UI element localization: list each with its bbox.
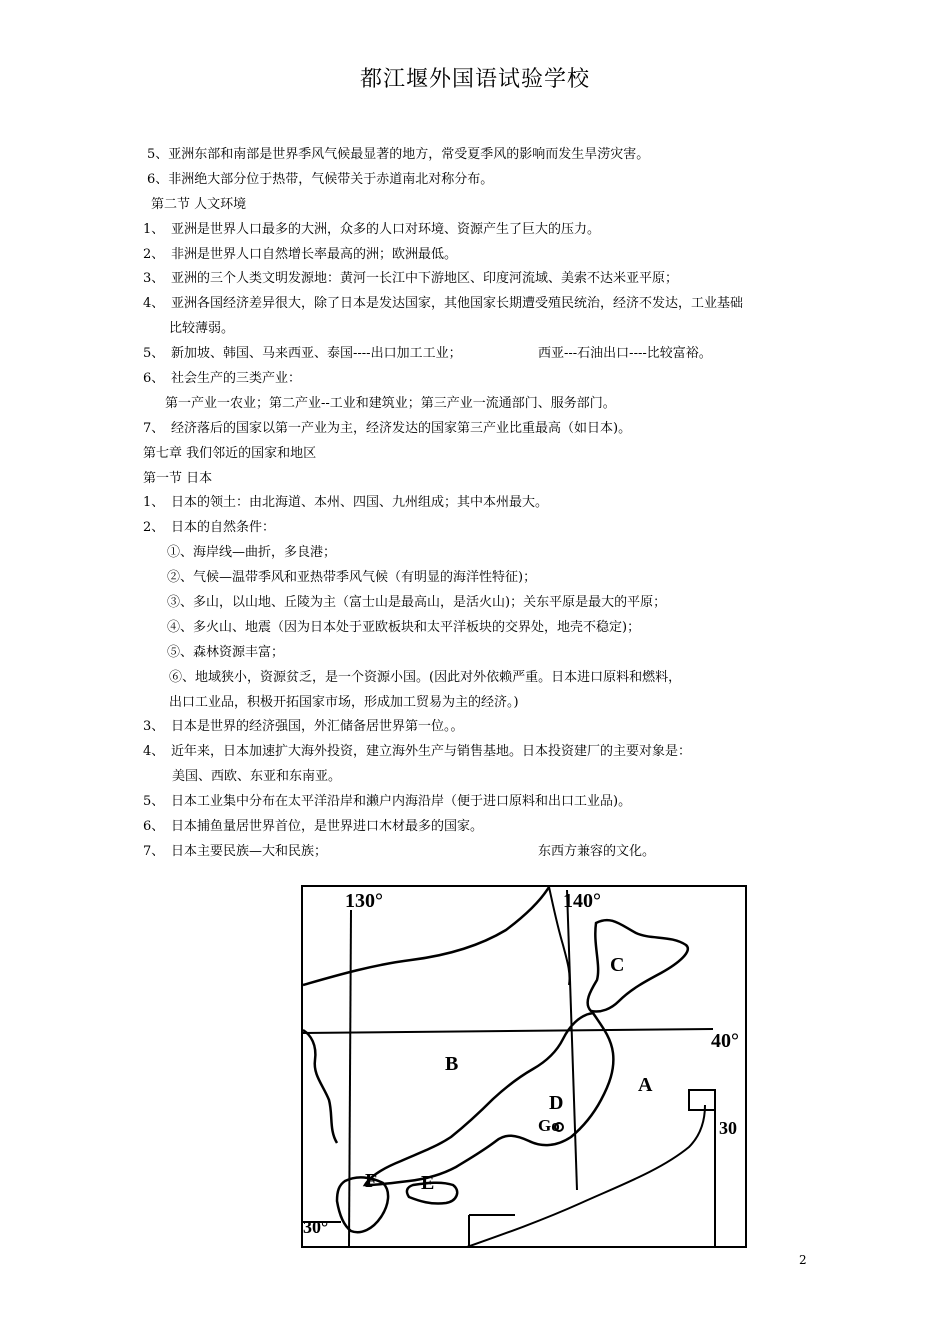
label-lat-30: 30: [719, 1118, 737, 1138]
line-number: 4、: [143, 296, 165, 312]
line-text: 非洲是世界人口自然增长率最高的洲；欧洲最低。: [171, 246, 458, 262]
line-text: 第七章 我们邻近的国家和地区: [143, 445, 317, 461]
label-Go: Go: [538, 1116, 560, 1135]
line-number: 3、: [143, 271, 165, 287]
line-text: 5、亚洲东部和南部是世界季风气候最显著的地方，常受夏季风的影响而发生旱涝灾害。: [147, 147, 650, 162]
map-frame: [302, 886, 746, 1247]
label-lon-140: 140°: [563, 890, 601, 912]
text-line: [143, 442, 823, 467]
line-number: 5、: [143, 346, 165, 362]
label-A: A: [638, 1074, 653, 1096]
line-number: 7、: [143, 843, 165, 859]
line-number: 3、: [143, 719, 165, 735]
text-line: [143, 267, 823, 292]
line-text: 日本捕鱼量居世界首位，是世界进口木材最多的国家。: [171, 819, 484, 835]
text-line: [143, 292, 823, 317]
line-number: 6、: [143, 819, 165, 835]
text-line: [143, 143, 823, 168]
text-line: [143, 317, 823, 342]
label-E: E: [421, 1172, 435, 1194]
line-number: 6、: [143, 371, 165, 387]
text-line: [143, 740, 823, 765]
text-line: [143, 591, 823, 616]
line-text: 近年来，日本加速扩大海外投资，建立海外生产与销售基地。日本投资建厂的主要对象是：: [171, 744, 692, 760]
line-number: 2、: [143, 246, 165, 262]
text-line: [143, 691, 823, 716]
text-line: [143, 491, 823, 516]
label-lat-40: 40°: [711, 1030, 739, 1052]
line-number: 1、: [143, 221, 165, 237]
line-text: 比较薄弱。: [169, 321, 235, 337]
text-line: [143, 467, 823, 492]
line-text: 日本的领土：由北海道、本州、四国、九州组成；其中本州最大。: [171, 495, 549, 511]
line-text: 社会生产的三类产业：: [171, 371, 302, 387]
text-line: [143, 666, 823, 691]
line-text: 第二节 人文环境: [151, 196, 247, 212]
line-text: 亚洲是世界人口最多的大洲，众多的人口对环境、资源产生了巨大的压力。: [171, 221, 601, 237]
text-line: [143, 765, 823, 790]
text-line: [143, 417, 823, 442]
line-text: 第一产业一农业；第二产业--工业和建筑业；第三产业一流通部门、服务部门。: [165, 395, 616, 411]
label-F: F: [365, 1170, 378, 1192]
line-text: 日本的自然条件：: [171, 520, 276, 536]
text-line: [143, 840, 823, 865]
line-text: 日本主要民族—大和民族；: [171, 843, 328, 859]
line-number: 4、: [143, 744, 165, 760]
text-line: [143, 392, 823, 417]
line-text-secondary: 西亚---石油出口----比较富裕。: [538, 346, 712, 362]
line-number: 1、: [143, 495, 165, 511]
text-line: [143, 641, 823, 666]
line-number: 7、: [143, 420, 165, 436]
label-lon-130: 130°: [345, 890, 383, 912]
line-number: 2、: [143, 520, 165, 536]
line-text: ③、多山，以山地、丘陵为主（富士山是最高山，是活火山)；关东平原是最大的平原；: [167, 595, 667, 611]
label-lat-30-left: 30°: [303, 1217, 329, 1237]
line-text: ②、气候—温带季风和亚热带季风气候（有明显的海洋性特征)；: [167, 570, 537, 586]
line-text: 6、非洲绝大部分位于热带，气候带关于赤道南北对称分布。: [147, 171, 494, 187]
text-line: [143, 168, 823, 193]
line-text-secondary: 东西方兼容的文化。: [538, 843, 656, 859]
text-line: [143, 342, 823, 367]
page-number: 2: [799, 1253, 807, 1267]
line-text: 日本是世界的经济强国，外汇储备居世界第一位。。: [171, 719, 464, 735]
line-text: 亚洲各国经济差异很大，除了日本是发达国家，其他国家长期遭受殖民统治，经济不发达，工业基础: [171, 296, 744, 312]
line-text: 新加坡、韩国、马来西亚、泰国----出口加工工业；: [171, 346, 462, 362]
label-B: B: [445, 1053, 459, 1075]
text-line: [143, 516, 823, 541]
text-line: [143, 616, 823, 641]
text-line: [143, 218, 823, 243]
label-D: D: [549, 1092, 564, 1114]
text-line: [143, 541, 823, 566]
line-text: 日本工业集中分布在太平洋沿岸和濑户内海沿岸（便于进口原料和出口工业品)。: [171, 794, 632, 810]
text-line: [143, 815, 823, 840]
text-line: [143, 243, 823, 268]
line-text: ⑤、森林资源丰富；: [167, 644, 285, 660]
text-line: [143, 193, 823, 218]
line-text: 美国、西欧、东亚和东南亚。: [172, 769, 342, 785]
line-text: 经济落后的国家以第一产业为主，经济发达的国家第三产业比重最高（如日本)。: [171, 420, 632, 436]
japan-map: [301, 885, 747, 1248]
line-text: ⑥、地域狭小，资源贫乏，是一个资源小国。(因此对外依赖严重。日本进口原料和燃料，: [169, 669, 682, 685]
line-text: ④、多火山、地震（因为日本处于亚欧板块和太平洋板块的交界处，地壳不稳定)；: [167, 619, 641, 635]
school-header: 都江堰外国语试验学校: [359, 67, 590, 92]
document-body: [143, 143, 823, 865]
line-text: ①、海岸线—曲折，多良港；: [167, 545, 337, 561]
text-line: [143, 566, 823, 591]
text-line: [143, 790, 823, 815]
line-text: 亚洲的三个人类文明发源地：黄河一长江中下游地区、印度河流域、美索不达米亚平原；: [171, 271, 679, 287]
line-text: 第一节 日本: [143, 470, 213, 486]
text-line: [143, 367, 823, 392]
text-line: [143, 715, 823, 740]
label-C: C: [610, 954, 625, 976]
line-number: 5、: [143, 794, 165, 810]
line-text: 出口工业品，积极开拓国家市场，形成加工贸易为主的经济。): [169, 694, 519, 710]
